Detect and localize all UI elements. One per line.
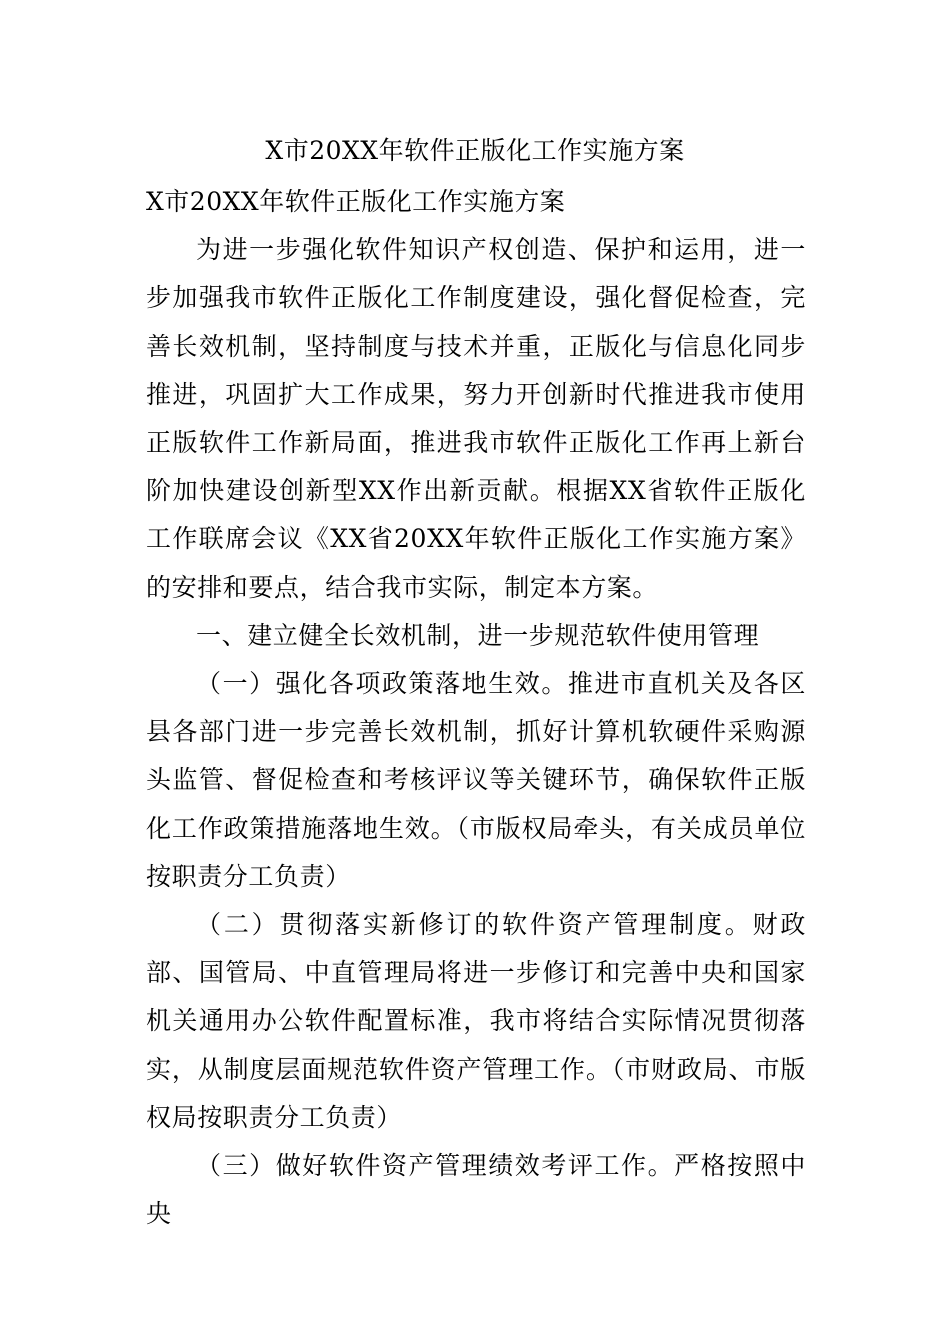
item-paragraph-2: （二）贯彻落实新修订的软件资产管理制度。财政部、国管局、中直管理局将进一步修订和完善中央和国家机关通用办公软件配置标准，我市将结合实际情况贯彻落实，从制度层面规范软件资产管理工作。（市财政局、市版权局按职责分工负责） bbox=[146, 910, 806, 1132]
section-heading-1: 一、建立健全长效机制，进一步规范软件使用管理 bbox=[196, 620, 760, 650]
document-subtitle: X市20XX年软件正版化工作实施方案 bbox=[146, 187, 566, 216]
item-paragraph-3: （三）做好软件资产管理绩效考评工作。严格按照中央 bbox=[146, 1151, 806, 1229]
document-title: X市20XX年软件正版化工作实施方案 bbox=[265, 136, 685, 165]
item-paragraph-1: （一）强化各项政策落地生效。推进市直机关及各区县各部门进一步完善长效机制，抓好计算机软硬件采购源头监管、督促检查和考核评议等关键环节，确保软件正版化工作政策措施落地生效。（市版权局牵头，有关成员单位按职责分工负责） bbox=[146, 669, 806, 891]
intro-paragraph: 为进一步强化软件知识产权创造、保护和运用，进一步加强我市软件正版化工作制度建设，强化督促检查，完善长效机制，坚持制度与技术并重，正版化与信息化同步推进，巩固扩大工作成果，努力开创新时代推进我市使用正版软件工作新局面，推进我市软件正版化工作再上新台阶加快建设创新型XX作出新贡献。根据XX省软件正版化工作联席会议《XX省20XX年软件正版化工作实施方案》的安排和要点，结合我市实际，制定本方案。 bbox=[146, 235, 806, 602]
document-body bbox=[146, 178, 806, 1238]
